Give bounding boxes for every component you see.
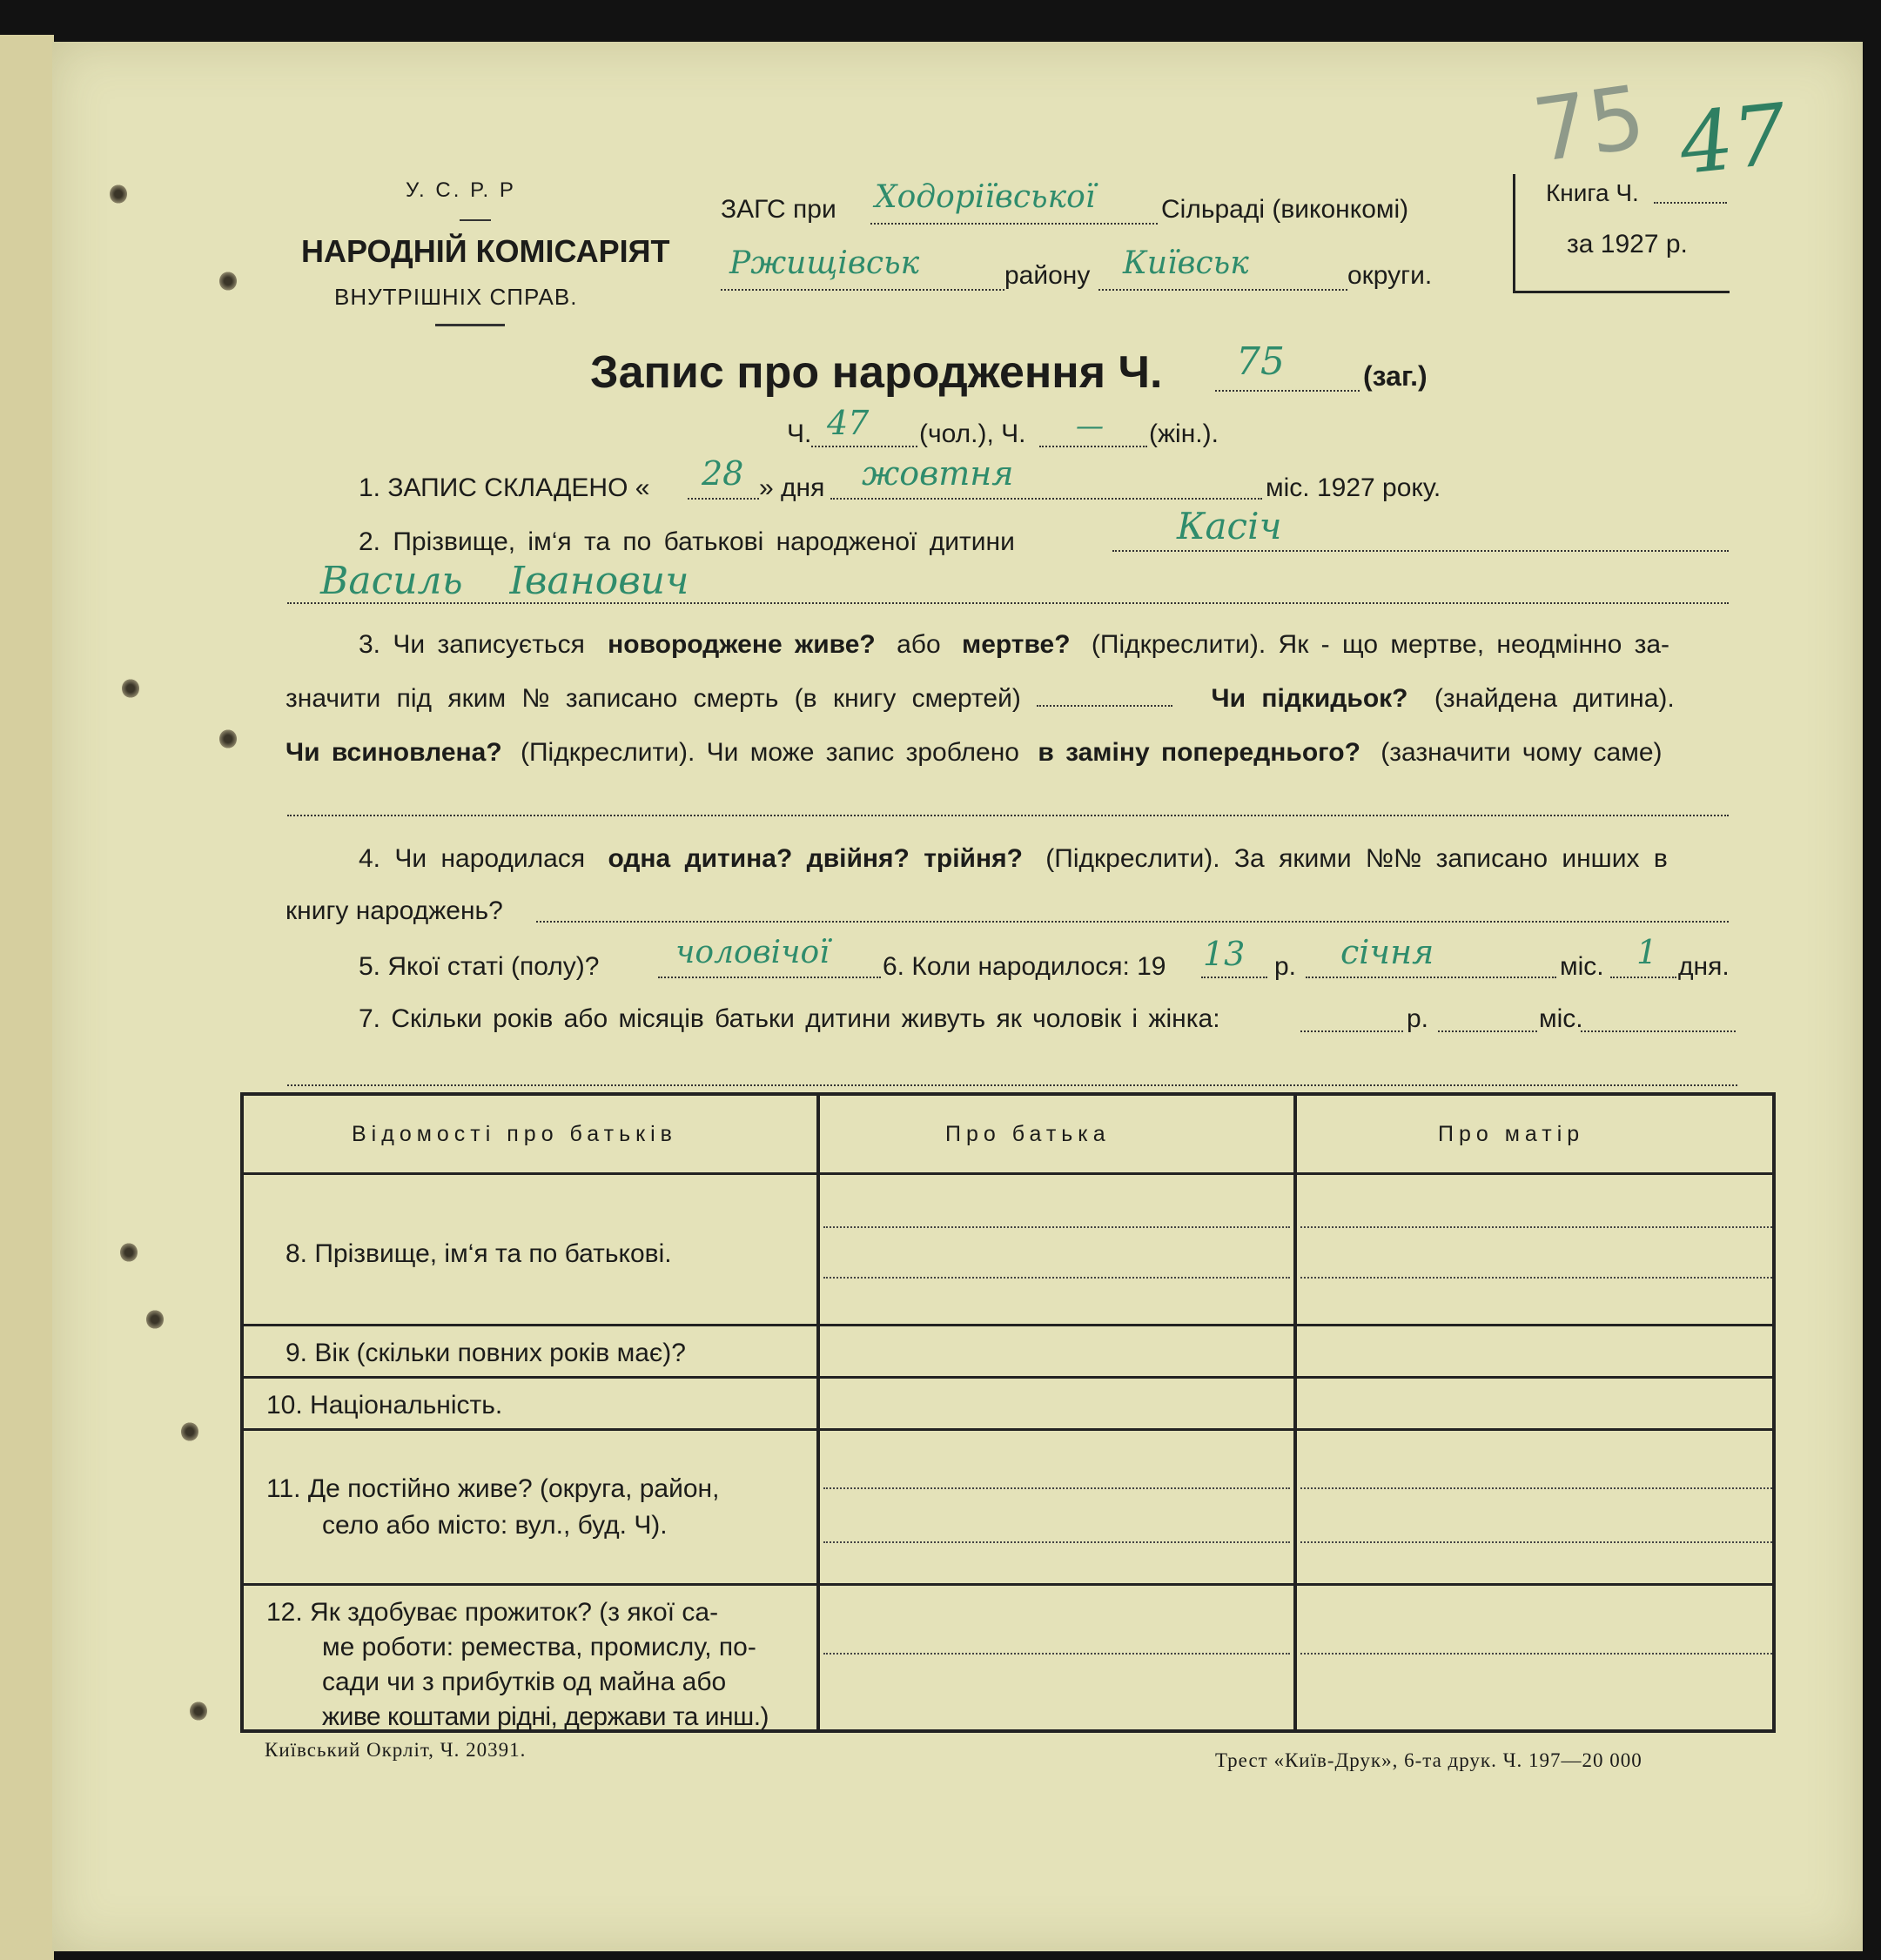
item7-months-line — [1438, 1030, 1537, 1032]
page-title: Запис про народження Ч. — [590, 347, 1163, 398]
republic-label: У. С. Р. Р — [406, 178, 516, 202]
total-number-line — [1215, 390, 1360, 392]
item6-dnia: дня. — [1678, 952, 1730, 981]
table-divider — [1293, 1096, 1297, 1729]
binding-hole — [122, 679, 139, 698]
village-field-line — [870, 223, 1158, 225]
item4-line2: книгу народжень? — [286, 896, 503, 925]
sub-number-prefix: Ч. — [787, 420, 812, 448]
male-number-value: 47 — [827, 404, 870, 442]
table-row-label: сади чи з прибутків од майна або — [322, 1668, 727, 1696]
table-header: Про батька — [945, 1122, 1111, 1146]
item6-mis: міс. — [1560, 952, 1604, 981]
item3-bold: Чи всиновлена? — [286, 738, 502, 767]
death-record-line — [1037, 705, 1172, 707]
entry-line — [1300, 1487, 1772, 1489]
item3-bold: Чи підкидьок? — [1211, 684, 1408, 713]
binding-hole — [146, 1310, 164, 1329]
child-name-value: Василь Іванович — [320, 559, 689, 603]
item7-years-line — [1300, 1030, 1403, 1032]
entry-line — [1300, 1277, 1772, 1279]
district-label: району — [1004, 261, 1091, 290]
birth-year-value: 13 — [1203, 935, 1246, 973]
item7-label: 7. Скільки років або місяців батьки дитини живуть як чоловік і жінка: — [359, 1004, 1220, 1033]
item3-text: або — [897, 630, 941, 659]
item1-month-value: жовтня — [862, 454, 1014, 493]
item7-mis: міс. — [1539, 1004, 1583, 1033]
okrug-value: Київськ — [1123, 245, 1249, 281]
binding-hole — [110, 185, 127, 204]
entry-line — [1300, 1226, 1772, 1228]
footer-right: Трест «Київ-Друк», 6-та друк. Ч. 197—20 000 — [1215, 1749, 1643, 1771]
birth-day-value: 1 — [1636, 933, 1658, 971]
district-value: Ржищівськ — [729, 245, 920, 281]
item7-r: р. — [1407, 1004, 1429, 1033]
table-row-label: 12. Як здобуває прожиток? (з якої са- — [266, 1598, 719, 1627]
item6-label: 6. Коли народилося: 19 — [883, 952, 1166, 981]
total-suffix: (заг.) — [1363, 360, 1428, 392]
item1-prefix: 1. ЗАПИС СКЛАДЕНО « — [359, 473, 650, 502]
item4-text: (Підкреслити). За якими №№ записано инших в — [1045, 844, 1668, 873]
table-rule — [244, 1324, 1772, 1326]
item4-text: 4. Чи народилася — [359, 844, 586, 873]
binding-hole — [120, 1243, 138, 1262]
item3-line3 — [286, 738, 1663, 768]
table-header: Про матір — [1438, 1122, 1585, 1146]
pencil-mark: 75 — [1527, 65, 1651, 183]
table-row-label: 10. Національність. — [266, 1391, 503, 1420]
female-label: (жін.). — [1149, 420, 1219, 448]
item3-reason-line — [287, 815, 1729, 816]
table-rule — [244, 1428, 1772, 1431]
council-label: Сільраді (виконкомі) — [1161, 195, 1409, 224]
male-number-line — [811, 446, 917, 447]
item1-day-value: 28 — [702, 454, 744, 493]
table-rule — [244, 1583, 1772, 1586]
item1-mid: » дня — [759, 473, 825, 502]
divider — [435, 324, 505, 326]
binding-hole — [190, 1702, 207, 1721]
child-surname-value: Касіч — [1177, 505, 1282, 547]
item2-label: 2. Прізвище, ім‘я та по батькові народженої дитини — [359, 527, 1015, 556]
item1-suffix: міс. 1927 року. — [1266, 473, 1441, 502]
birth-year-line — [1201, 977, 1267, 978]
okrug-field-line — [1098, 289, 1347, 291]
item3-text: (зазначити чому саме) — [1381, 738, 1663, 767]
item4-bold: одна дитина? двійня? трійня? — [608, 844, 1023, 873]
binding-hole — [181, 1422, 198, 1441]
item4-numbers-line — [536, 921, 1729, 923]
department-label: ВНУТРІШНІХ СПРАВ. — [334, 284, 578, 310]
item3-text: (Підкреслити). Чи може запис зроблено — [521, 738, 1019, 767]
binding-hole — [219, 729, 237, 748]
item3-line2 — [286, 684, 1675, 714]
entry-line — [1300, 1653, 1772, 1655]
village-value: Ходоріївської — [875, 179, 1096, 215]
item3-bold: новороджене живе? — [608, 630, 876, 659]
item3-text: (Підкреслити). Як - що мертве, неодмінно за- — [1091, 630, 1670, 659]
entry-line — [823, 1277, 1290, 1279]
table-row-label: 8. Прізвище, ім‘я та по батькові. — [286, 1239, 672, 1268]
divider — [460, 219, 491, 221]
birth-month-line — [1306, 977, 1556, 978]
birth-month-value: січня — [1340, 933, 1434, 971]
item1-month-line — [830, 498, 1262, 500]
sex-value: чоловічої — [675, 935, 830, 970]
pencil-mark: 47 — [1675, 84, 1791, 194]
book-year-label: за 1927 р. — [1567, 230, 1688, 258]
district-field-line — [721, 289, 1004, 291]
book-number-line — [1654, 202, 1727, 204]
table-row-label: живе коштами рідні, держави та инш.) — [322, 1702, 769, 1731]
table-row-label: село або місто: вул., буд. Ч). — [322, 1511, 668, 1540]
table-row-label: 9. Вік (скільки повних років має)? — [286, 1339, 686, 1367]
entry-line — [1300, 1541, 1772, 1543]
item5-label: 5. Якої статі (полу)? — [359, 952, 600, 981]
footer-left: Київський Окрліт, Ч. 20391. — [265, 1739, 527, 1761]
binding-hole — [219, 272, 237, 291]
entry-line — [823, 1487, 1290, 1489]
female-number-value: — — [1076, 409, 1104, 442]
book-number-label: Книга Ч. — [1546, 179, 1639, 206]
table-rule — [244, 1172, 1772, 1175]
table-row-label: ме роботи: ремества, промислу, по- — [322, 1633, 756, 1661]
item3-line1 — [359, 630, 1669, 660]
table-divider — [816, 1096, 820, 1729]
entry-line — [823, 1226, 1290, 1228]
total-number-value: 75 — [1236, 339, 1285, 384]
table-row-label: 11. Де постійно живе? (округа, район, — [266, 1474, 720, 1503]
item3-text: (знайдена дитина). — [1434, 684, 1675, 713]
item3-bold: мертве? — [962, 630, 1071, 659]
book-binding-edge — [0, 35, 54, 1960]
item3-text: значити під яким № записано смерть (в книгу смертей) — [286, 684, 1021, 713]
zags-label: ЗАГС при — [721, 195, 836, 224]
birth-day-line — [1610, 977, 1676, 978]
entry-line — [823, 1541, 1290, 1543]
table-header: Відомості про батьків — [352, 1122, 677, 1146]
item1-day-line — [688, 498, 759, 500]
item2-surname-line — [1112, 550, 1729, 552]
okrug-label: округи. — [1347, 261, 1433, 290]
item5-line — [658, 977, 881, 978]
male-label: (чол.), Ч. — [919, 420, 1026, 448]
female-number-line — [1039, 446, 1147, 447]
item6-r: р. — [1274, 952, 1297, 981]
parents-table — [240, 1092, 1776, 1733]
commissariat-label: НАРОДНІЙ КОМІСАРІЯТ — [301, 233, 670, 269]
entry-line — [823, 1653, 1290, 1655]
item7-extra-line — [1581, 1030, 1736, 1032]
item4-line1 — [359, 844, 1668, 874]
item3-bold: в заміну попереднього? — [1038, 738, 1360, 767]
item3-text: 3. Чи записується — [359, 630, 585, 659]
item7-continuation-line — [287, 1084, 1737, 1086]
table-rule — [244, 1376, 1772, 1379]
